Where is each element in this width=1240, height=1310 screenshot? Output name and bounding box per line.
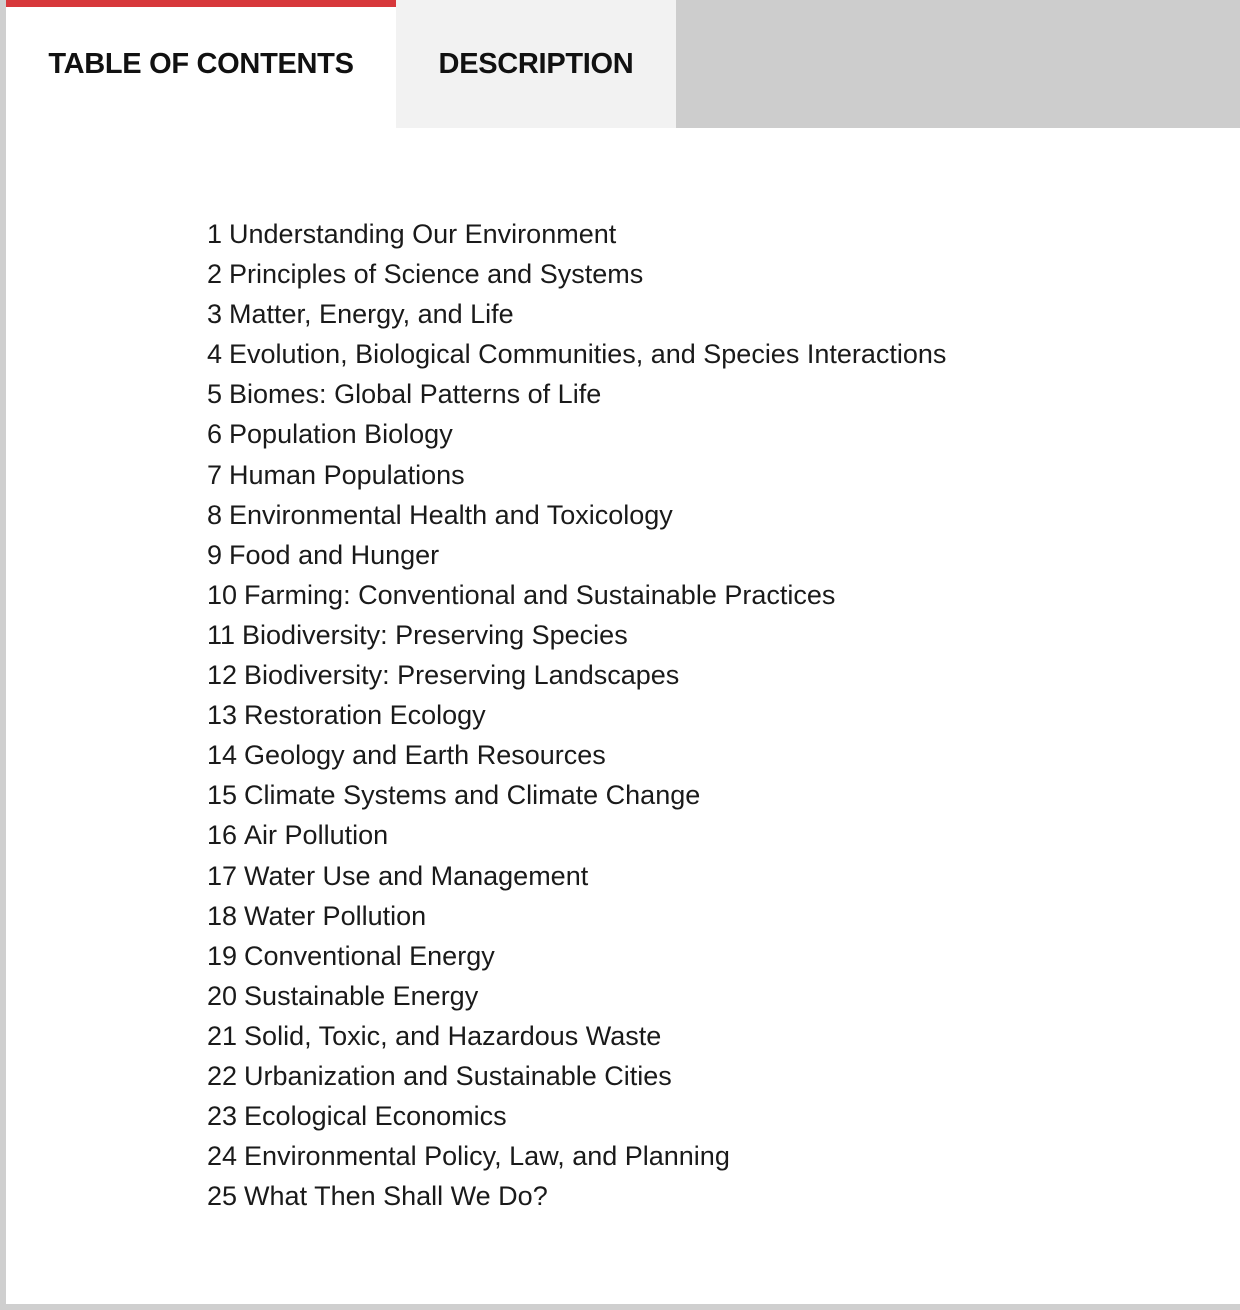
toc-item-number: 18	[207, 900, 238, 931]
toc-item-title: Water Use and Management	[244, 860, 589, 891]
toc-item-title: Climate Systems and Climate Change	[244, 780, 701, 811]
toc-item-number: 1	[207, 219, 223, 249]
toc-item	[207, 1176, 946, 1216]
toc-item	[207, 1096, 946, 1136]
toc-item-number: 24	[207, 1141, 238, 1172]
toc-list	[207, 214, 946, 1216]
toc-item	[207, 1016, 946, 1056]
toc-item-title: Principles of Science and Systems	[229, 259, 644, 290]
toc-item-title: Biodiversity: Preserving Landscapes	[244, 660, 680, 691]
toc-item-number: 2	[207, 259, 223, 290]
toc-item-title: Conventional Energy	[244, 940, 495, 971]
toc-item-number: 14	[207, 740, 238, 771]
toc-item-number: 20	[207, 980, 238, 1011]
toc-item-number: 6	[207, 419, 223, 450]
toc-item-number: 4	[207, 339, 223, 370]
toc-item-number: 10	[207, 579, 238, 610]
toc-item	[207, 775, 946, 815]
toc-item-title: Food and Hunger	[229, 539, 440, 570]
toc-item	[207, 414, 946, 454]
toc-item-number: 22	[207, 1060, 238, 1091]
toc-item-number: 12	[207, 660, 238, 691]
toc-item-title: Water Pollution	[244, 900, 427, 931]
toc-item	[207, 695, 946, 735]
toc-item-title: Population Biology	[229, 419, 453, 450]
toc-item-number: 16	[207, 820, 238, 851]
toc-item	[207, 896, 946, 936]
toc-item-title: Restoration Ecology	[244, 700, 486, 731]
tab-table-of-contents[interactable]: TABLE OF CONTENTS	[6, 0, 396, 128]
toc-item-number: 5	[207, 379, 223, 410]
tab-bar	[6, 0, 1240, 128]
toc-item-title: Geology and Earth Resources	[244, 740, 606, 771]
toc-item	[207, 294, 946, 334]
toc-item	[207, 214, 946, 254]
toc-item-title: Biodiversity: Preserving Species	[242, 619, 628, 650]
toc-item	[207, 334, 946, 374]
toc-item-number: 23	[207, 1101, 238, 1132]
toc-item-title: Sustainable Energy	[244, 980, 479, 1011]
toc-item-number: 11	[207, 619, 236, 650]
toc-item-number: 3	[207, 299, 223, 330]
toc-item	[207, 655, 946, 695]
toc-item-title: Ecological Economics	[244, 1101, 507, 1132]
toc-item-title: Human Populations	[229, 459, 465, 490]
toc-item	[207, 495, 946, 535]
toc-item-title: What Then Shall We Do?	[244, 1181, 548, 1212]
toc-item	[207, 815, 946, 855]
toc-item-number: 17	[207, 860, 238, 891]
toc-item-title: Air Pollution	[244, 820, 389, 851]
toc-item-title: Matter, Energy, and Life	[229, 299, 514, 330]
tab-description[interactable]: DESCRIPTION	[396, 0, 676, 128]
content-panel	[6, 0, 1240, 1304]
toc-item	[207, 735, 946, 775]
toc-item	[207, 374, 946, 414]
toc-item-title: Environmental Policy, Law, and Planning	[244, 1141, 730, 1172]
toc-item	[207, 1056, 946, 1096]
toc-item-number: 19	[207, 940, 238, 971]
toc-item-title: Understanding Our Environment	[229, 219, 617, 249]
toc-item	[207, 615, 946, 655]
toc-item-number: 25	[207, 1181, 238, 1212]
toc-item-title: Urbanization and Sustainable Cities	[244, 1060, 672, 1091]
toc-item-number: 15	[207, 780, 238, 811]
toc-item-title: Evolution, Biological Communities, and Species Interactions	[229, 339, 947, 370]
toc-item	[207, 254, 946, 294]
toc-item-number: 9	[207, 539, 223, 570]
toc-item	[207, 575, 946, 615]
toc-item	[207, 535, 946, 575]
toc-item-number: 8	[207, 499, 223, 530]
toc-item-title: Biomes: Global Patterns of Life	[229, 379, 602, 410]
toc-item	[207, 856, 946, 896]
toc-item-number: 7	[207, 459, 223, 490]
toc-item-number: 21	[207, 1020, 238, 1051]
toc-item	[207, 976, 946, 1016]
toc-item	[207, 1136, 946, 1176]
toc-item-title: Farming: Conventional and Sustainable Practices	[244, 579, 836, 610]
toc-item	[207, 455, 946, 495]
toc-item-title: Solid, Toxic, and Hazardous Waste	[244, 1020, 662, 1051]
toc-item	[207, 936, 946, 976]
toc-item-title: Environmental Health and Toxicology	[229, 499, 673, 530]
toc-item-number: 13	[207, 700, 238, 731]
